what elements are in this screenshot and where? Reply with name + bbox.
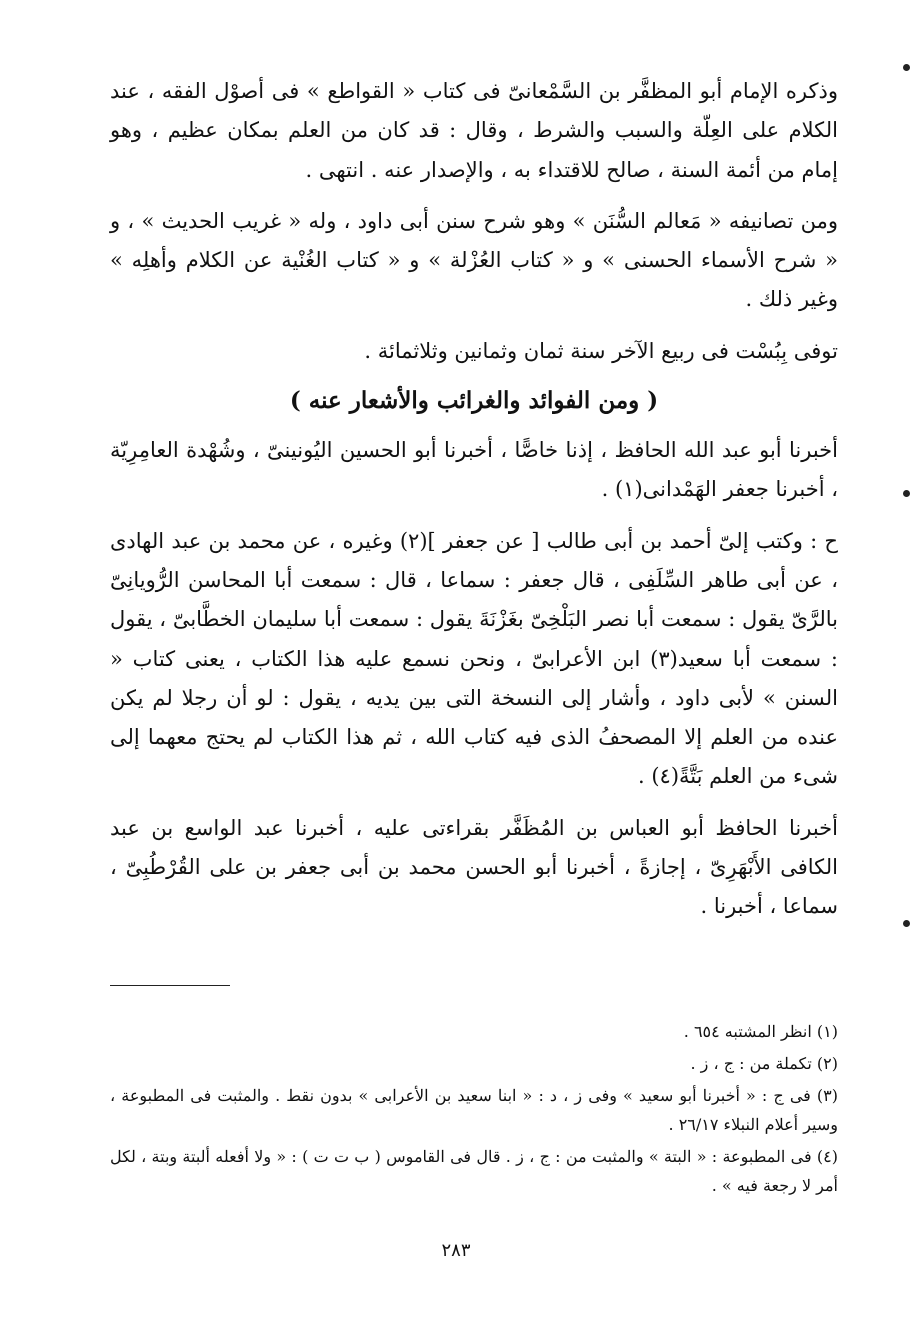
footnote-2: (٢) تكملة من : ج ، ز . (690, 1054, 838, 1073)
paragraph-2: ومن تصانيفه « مَعالم السُّنَن » وهو شرح سنن أبى داود ، وله « غريب الحديث » ، و « شرح الأسماء الحسنى » و « كتاب العُزْلة » و « كتاب الغُنْية عن الكلام وأهلِه » وغير ذلك . (110, 208, 838, 312)
paragraph-1: وذكره الإمام أبو المظفَّر بن السَّمْعانىّ فى كتاب « القواطع » فى أصوْل الفقه ، عند الكلام على العِلّة والسبب والشرط ، وقال : قد كان من العلم بمكان عظيم ، وهو إمام من أئمة السنة ، صالح للاقتداء به ، والإصدار عنه . انتهى . (110, 79, 838, 182)
footnote-1: (١) انظر المشتبه ٦٥٤ . (683, 1022, 838, 1041)
paragraph-6: أخبرنا الحافظ أبو العباس بن المُظَفَّر بقراءتى عليه ، أخبرنا عبد الواسع بن عبد الكافى الأَبْهَرِىّ ، إجازةً ، أخبرنا أبو الحسن محمد بن أبى جعفر بن على القُرْطُبِىّ ، سماعا ، أخبرنا . (110, 815, 838, 919)
footnote-divider (110, 985, 230, 986)
main-text (110, 72, 838, 927)
paragraph-5: ح : وكتب إلىّ أحمد بن أبى طالب [ عن جعفر ](٢) وغيره ، عن محمد بن عبد الهادى ، عن أبى طاهر السِّلَفِى ، قال جعفر : سماعا ، قال : سمعت أبا المحاسن الرُّويانِىّ بالرَّىّ يقول : سمعت أبا نصر البَلْخِىّ بغَزْنَةَ يقول : سمعت أبا سليمان الخطَّابىّ ، يقول : سمعت أبا سعيد(٣) ابن الأعرابىّ ، ونحن نسمع عليه هذا الكتاب ، يعنى كتاب « السنن » لأبى داود ، وأشار إلى النسخة التى بين يديه ، يقول : لو أن رجلا لم يكن عنده من العلم إلا المصحفُ الذى فيه كتاب الله ، ثم هذا الكتاب لم يحتج معهما إلى شىء من العلم بَتَّةً(٤) . (110, 528, 838, 789)
footnote-3: (٣) فى ج : « أخبرنا أبو سعيد » وفى ز ، د : « ابنا سعيد بن الأعرابى » بدون نقط . والمثبت فى المطبوعة ، وسير أعلام النبلاء ٢٦/١٧ . (110, 1086, 838, 1134)
footnotes (110, 1017, 838, 1203)
scan-mark-dot (903, 920, 910, 927)
footnote-4: (٤) فى المطبوعة : « البتة » والمثبت من : ج ، ز . قال فى القاموس ( ب ت ت ) : « ولا أفعله ألبتة وبتة ، لكل أمر لا رجعة فيه » . (110, 1147, 838, 1195)
page-number: ٢٨٣ (441, 1240, 471, 1261)
paragraph-4: أخبرنا أبو عبد الله الحافظ ، إذنا خاصًّا ، أخبرنا أبو الحسين اليُونينىّ ، وشُهْدة العامِرِيّة ، أخبرنا جعفر الهَمْدانى(١) . (110, 438, 838, 502)
paragraph-3: توفى بِبُسْت فى ربيع الآخر سنة ثمان وثمانين وثلاثمائة . (364, 338, 838, 363)
scan-mark-dot (903, 490, 910, 497)
scan-mark-dot (903, 64, 910, 71)
section-heading: ( ومن الفوائد والغرائب والأشعار عنه ) (289, 387, 659, 415)
